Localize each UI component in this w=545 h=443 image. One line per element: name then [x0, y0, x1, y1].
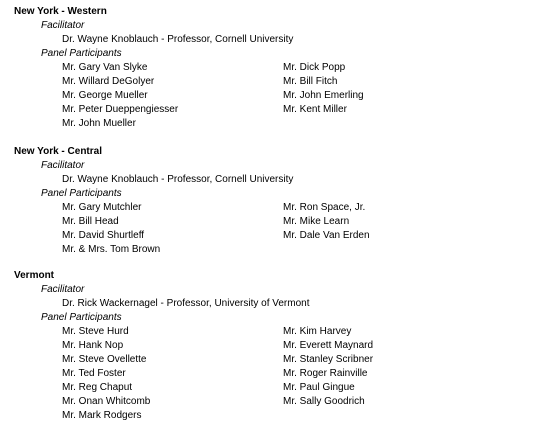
- participant-name: Mr. Sally Goodrich: [283, 396, 365, 407]
- participant-name: Mr. Willard DeGolyer: [62, 76, 155, 87]
- participant-name: Mr. Mike Learn: [283, 216, 350, 227]
- panel-label: Panel Participants: [41, 48, 122, 59]
- participant-name: Mr. Stanley Scribner: [283, 354, 374, 365]
- participant-name: Mr. Steve Hurd: [62, 326, 129, 337]
- participant-name: Mr. Dale Van Erden: [283, 230, 370, 241]
- section-title: Vermont: [14, 270, 55, 281]
- participant-name: Mr. Peter Dueppengiesser: [62, 104, 179, 115]
- participant-name: Mr. John Emerling: [283, 90, 364, 101]
- participant-name: Mr. Hank Nop: [62, 340, 124, 351]
- facilitator-name: Dr. Rick Wackernagel - Professor, University of Vermont: [62, 298, 310, 309]
- participant-name: Mr. Mark Rodgers: [62, 410, 142, 421]
- participant-name: Mr. Gary Van Slyke: [62, 62, 148, 73]
- panel-label: Panel Participants: [41, 188, 122, 199]
- section-title: New York - Western: [14, 6, 107, 17]
- facilitator-label: Facilitator: [41, 160, 85, 171]
- participant-name: Mr. Paul Gingue: [283, 382, 355, 393]
- panel-label: Panel Participants: [41, 312, 122, 323]
- participant-name: Mr. Kent Miller: [283, 104, 347, 115]
- participant-name: Mr. Everett Maynard: [283, 340, 374, 351]
- participant-name: Mr. Reg Chaput: [62, 382, 133, 393]
- participant-name: Mr. Gary Mutchler: [62, 202, 142, 213]
- participant-name: Mr. Dick Popp: [283, 62, 346, 73]
- facilitator-name: Dr. Wayne Knoblauch - Professor, Cornell University: [62, 34, 294, 45]
- participant-name: Mr. Ted Foster: [62, 368, 126, 379]
- facilitator-name: Dr. Wayne Knoblauch - Professor, Cornell University: [62, 174, 294, 185]
- facilitator-label: Facilitator: [41, 284, 85, 295]
- facilitator-label: Facilitator: [41, 20, 85, 31]
- participant-name: Mr. & Mrs. Tom Brown: [62, 244, 161, 255]
- participant-name: Mr. Kim Harvey: [283, 326, 352, 337]
- participant-name: Mr. Bill Head: [62, 216, 119, 227]
- participant-name: Mr. George Mueller: [62, 90, 148, 101]
- participant-name: Mr. David Shurtleff: [62, 230, 145, 241]
- participant-name: Mr. Roger Rainville: [283, 368, 368, 379]
- participant-name: Mr. Ron Space, Jr.: [283, 202, 366, 213]
- section-title: New York - Central: [14, 146, 102, 157]
- participant-name: Mr. Onan Whitcomb: [62, 396, 151, 407]
- participant-name: Mr. Bill Fitch: [283, 76, 338, 87]
- participant-name: Mr. John Mueller: [62, 118, 136, 129]
- participant-name: Mr. Steve Ovellette: [62, 354, 147, 365]
